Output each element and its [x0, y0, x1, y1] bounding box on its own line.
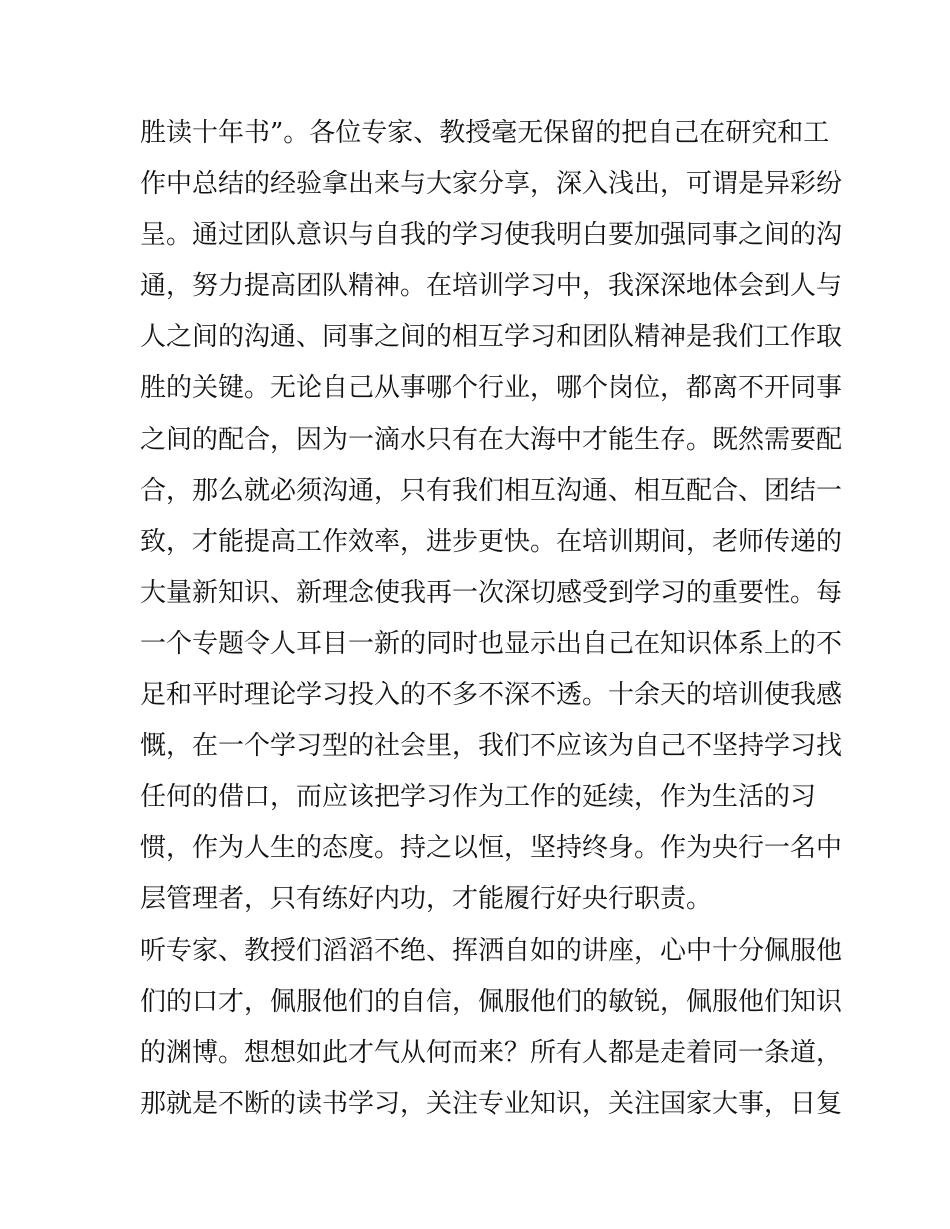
- text-line: 听专家、教授们滔滔不绝、挥洒自如的讲座，心中十分佩服他: [140, 935, 843, 966]
- text-line: 通，努力提高团队精神。在培训学习中，我深深地体会到人与: [140, 271, 843, 302]
- text-line: 慨，在一个学习型的社会里，我们不应该为自己不坚持学习找: [140, 731, 843, 762]
- text-line: 胜的关键。无论自己从事哪个行业，哪个岗位，都离不开同事: [140, 373, 843, 404]
- text-line: 呈。通过团队意识与自我的学习使我明白要加强同事之间的沟: [140, 220, 843, 251]
- text-line: 合，那么就必须沟通，只有我们相互沟通、相互配合、团结一: [140, 475, 843, 506]
- text-line: 大量新知识、新理念使我再一次深切感受到学习的重要性。每: [140, 577, 843, 608]
- text-line: 足和平时理论学习投入的不多不深不透。十余天的培训使我感: [140, 680, 843, 711]
- text-line: 惯，作为人生的态度。持之以恒，坚持终身。作为央行一名中: [140, 833, 843, 864]
- text-line: 人之间的沟通、同事之间的相互学习和团队精神是我们工作取: [140, 322, 843, 353]
- text-line: 们的口才，佩服他们的自信，佩服他们的敏锐，佩服他们知识: [140, 986, 843, 1017]
- text-line: 的渊博。想想如此才气从何而来？所有人都是走着同一条道，: [140, 1037, 843, 1068]
- text-line: 一个专题令人耳目一新的同时也显示出自己在知识体系上的不: [140, 628, 843, 659]
- text-line: 之间的配合，因为一滴水只有在大海中才能生存。既然需要配: [140, 424, 843, 455]
- text-line: 那就是不断的读书学习，关注专业知识，关注国家大事，日复: [140, 1088, 843, 1119]
- text-line: 作中总结的经验拿出来与大家分享，深入浅出，可谓是异彩纷: [140, 169, 843, 200]
- text-line: 致，才能提高工作效率，进步更快。在培训期间，老师传递的: [140, 526, 843, 557]
- text-line: 层管理者，只有练好内功，才能履行好央行职责。: [140, 884, 713, 915]
- text-line: 胜读十年书”。各位专家、教授毫无保留的把自己在研究和工: [140, 118, 830, 148]
- text-line: 任何的借口，而应该把学习作为工作的延续，作为生活的习: [140, 782, 817, 813]
- body-text: [140, 108, 843, 1130]
